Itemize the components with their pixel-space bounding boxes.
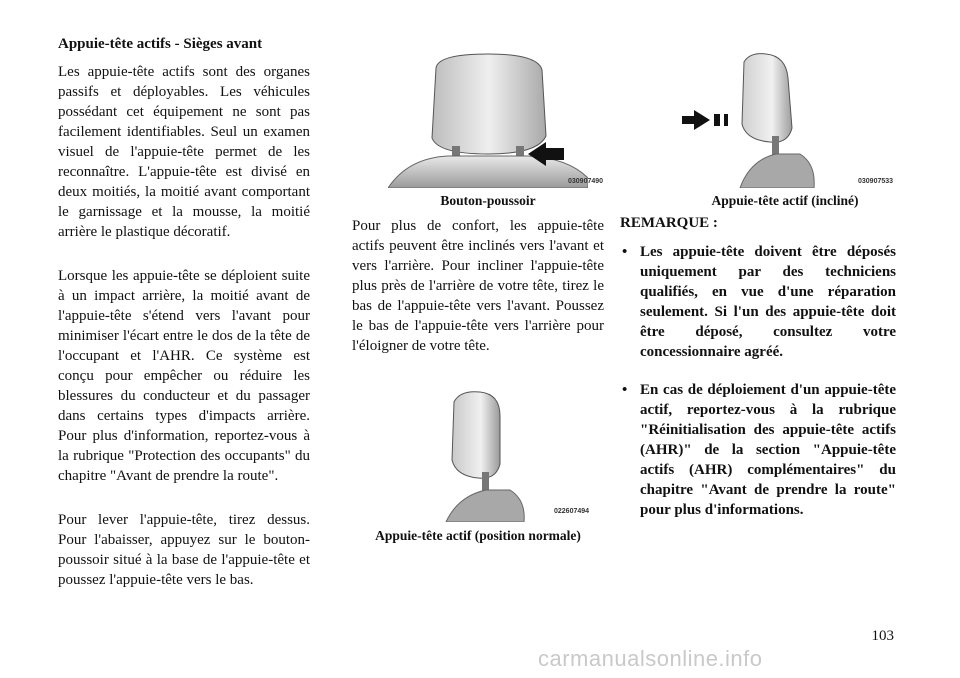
figure-code: 022607494 <box>554 508 590 515</box>
figure-code: 030907490 <box>568 178 604 185</box>
caption-headrest-tilted: Appuie-tête actif (incliné) <box>711 193 859 208</box>
remark-list <box>620 242 896 538</box>
tilt-paragraph: Pour plus de confort, les appuie-tête actifs peuvent être inclinés vers l'avant et vers l'arrière. Pour incliner l'appuie-tête plus près de l'arrière de votre tête, tirez le bas de l'appuie-tête vers l'avant. Poussez le bas de l'appuie-tête vers l'arrière pour l'éloigner de votre tête. <box>352 218 604 354</box>
remark-title: REMARQUE : <box>620 215 718 231</box>
intro-paragraph: Les appuie-tête actifs sont des organes passifs et déployables. Les véhicules possédant cet équipement ne sont pas facilement identifiables. Seul un examen visuel de l'appuie-tête permet de les reconnaître. L'appuie-tête est divisé en deux moitiés, la moitié avant comportant le garnissage et la mousse, la moitié arrière le plastique décoratif. <box>58 64 310 240</box>
deployment-paragraph: Lorsque les appuie-tête se déploient suite à un impact arrière, la moitié avant de l'appuie-tête s'étend vers l'avant pour minimiser l'écart entre le dos de la tête de l'occupant et l'AHR. Ce système est conçu pour empêcher ou réduire les blessures du conducteur et du passager dans certains types d'impacts arrière. Pour plus d'information, reportez-vous à la rubrique "Protection des occupants" du chapitre "Avant de prendre la route". <box>58 268 310 484</box>
figure-code: 030907533 <box>858 178 894 185</box>
caption-headrest-normal: Appuie-tête actif (position normale) <box>375 528 581 543</box>
figure-push-button <box>388 48 604 188</box>
adjust-paragraph: Pour lever l'appuie-tête, tirez dessus. Pour l'abaisser, appuyez sur le bouton-poussoir situé à la base de l'appuie-tête et poussez l'appuie-tête vers le bas. <box>58 512 310 588</box>
page-number: 103 <box>871 628 894 644</box>
section-heading: Appuie-tête actifs - Sièges avant <box>58 36 263 52</box>
remark-item: • En cas de déploiement d'un appuie-tête actif, reportez-vous à la rubrique "Réinitialisation des appuie-tête actifs (AHR)" de la section "Appuie-tête actifs (AHR) complémentaires" du chapitre "Avant de prendre la route" pour plus d'informations. <box>620 380 896 520</box>
caption-push-button: Bouton-poussoir <box>440 193 536 208</box>
headrest-tilted-illustration <box>680 48 898 188</box>
figure-headrest-tilted <box>680 48 898 188</box>
watermark: carmanualsonline.info <box>538 646 763 671</box>
headrest-normal-illustration <box>434 386 604 522</box>
figure-headrest-normal <box>434 386 604 522</box>
headrest-push-button-illustration <box>388 48 588 188</box>
remark-item: • Les appuie-tête doivent être déposés uniquement par des techniciens qualifiés, en vue d'une réparation seulement. Si l'un des appuie-tête doit être déposé, consultez votre concessionnaire agréé. <box>620 242 896 362</box>
